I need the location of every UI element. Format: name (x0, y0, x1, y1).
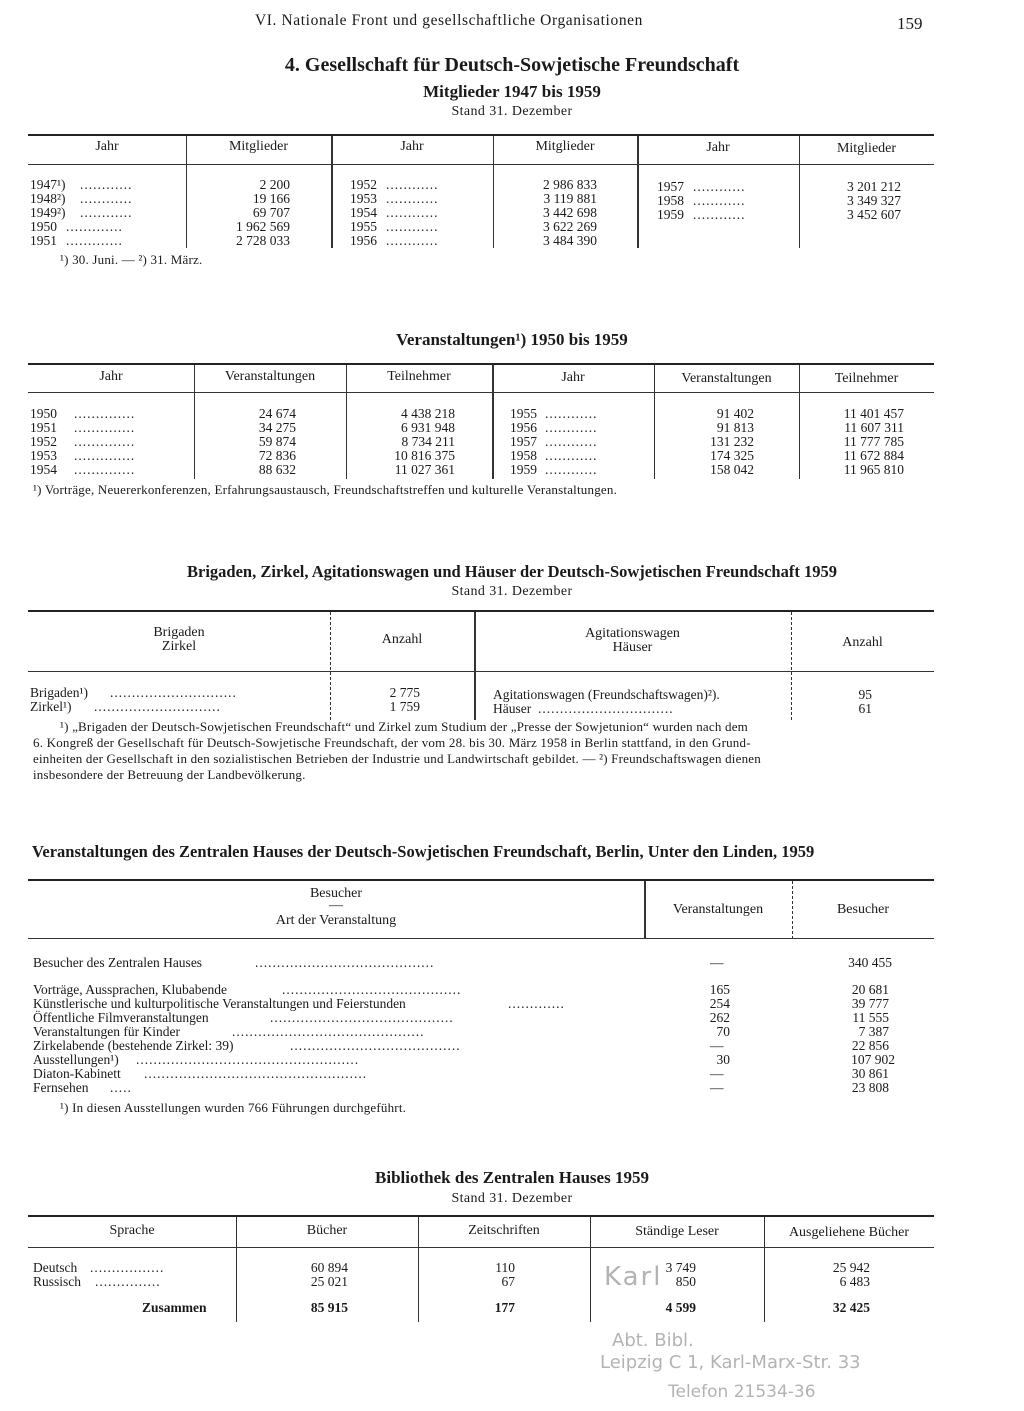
t1-year: 1958 (657, 193, 684, 208)
t2-year: 1956 (510, 420, 537, 435)
t3-brigaden-value: 2 775 (389, 685, 420, 700)
t3-agitationswagen-value: 95 (858, 687, 872, 702)
leader-dots: .......................................... (270, 1010, 454, 1025)
leader-dots: ............ (693, 193, 746, 208)
leader-dots: ............... (95, 1274, 161, 1289)
leader-dots: ............................... (538, 701, 674, 716)
t2-participants: 11 672 884 (843, 448, 904, 463)
t1-value: 3 119 881 (543, 191, 597, 206)
t3-footnote-line: insbesondere der Betreuung der Landbevölkerung. (33, 767, 306, 782)
t5-head-rule (28, 1247, 934, 1248)
t1-year: 1953 (350, 191, 377, 206)
t4-row-visitors: 7 387 (858, 1024, 889, 1039)
t3-vline (330, 612, 331, 720)
t2-events: 59 874 (258, 434, 296, 449)
t4-row-visitors: 39 777 (851, 996, 889, 1011)
t5-head-language: Sprache (109, 1223, 155, 1238)
t4-row-events: — (710, 1066, 724, 1081)
t3-top-rule (28, 610, 934, 612)
t4-row-label: Diaton-Kabinett (33, 1066, 121, 1081)
t3-head-brigaden: Brigaden (153, 625, 205, 640)
leader-dots: ............ (545, 448, 598, 463)
t1-value: 3 622 269 (543, 219, 597, 234)
section-title: VI. Nationale Front und gesellschaftliche Organisationen (255, 12, 643, 29)
t2-events: 72 836 (258, 448, 296, 463)
t3-zirkel-label: Zirkel¹) (30, 699, 72, 714)
t2-events: 158 042 (710, 462, 754, 477)
t4-row-label: Fernsehen (33, 1080, 89, 1095)
leader-dots: ............ (386, 233, 439, 248)
leader-dots: ............. (66, 233, 123, 248)
t2-year: 1951 (30, 420, 57, 435)
leader-dots: .............. (74, 462, 136, 477)
leader-dots: ............................. (110, 685, 237, 700)
t5-title: Bibliothek des Zentralen Hauses 1959 (375, 1168, 649, 1187)
t4-row-visitors: 22 856 (851, 1038, 889, 1053)
t2-participants: 8 734 211 (401, 434, 455, 449)
t3-head-zirkel: Zirkel (161, 639, 197, 654)
t4-row-events: 30 (716, 1052, 730, 1067)
library-stamp-line: Leipzig C 1, Karl-Marx-Str. 33 (600, 1352, 861, 1373)
t3-head-count: Anzahl (842, 635, 883, 650)
t2-col-events: Veranstaltungen (224, 369, 316, 384)
t4-head-events: Veranstaltungen (672, 902, 764, 917)
leader-dots: ............ (80, 191, 133, 206)
t4-head-rule (28, 938, 934, 939)
t4-title: Veranstaltungen des Zentralen Hauses der Deutsch-Sowjetischen Freundschaft, Berlin, Unter den Linden, 1959 (32, 842, 815, 861)
t2-participants: 11 965 810 (843, 462, 904, 477)
t1-year: 1956 (350, 233, 377, 248)
t1-value: 3 349 327 (847, 193, 901, 208)
t1-subtitle: Mitglieder 1947 bis 1959 (423, 82, 601, 101)
t2-col-participants: Teilnehmer (834, 371, 899, 386)
t3-haeuser-value: 61 (858, 701, 872, 716)
t2-year: 1954 (30, 462, 57, 477)
t2-events: 88 632 (258, 462, 296, 477)
page-header (0, 12, 1024, 36)
library-stamp-line: Telefon 21534-36 (668, 1382, 816, 1402)
t4-footnote: ¹) In diesen Ausstellungen wurden 766 Führungen durchgeführt. (60, 1100, 407, 1115)
t1-year: 1957 (657, 179, 684, 194)
t5-head-lent: Ausgeliehene Bücher (788, 1225, 910, 1240)
t1-value: 3 442 698 (543, 205, 597, 220)
t2-events: 24 674 (258, 406, 296, 421)
t2-participants: 11 401 457 (843, 406, 904, 421)
t3-title: Brigaden, Zirkel, Agitationswagen und Häuser der Deutsch-Sowjetischen Freundschaft 1959 (187, 562, 837, 581)
leader-dots: ............ (386, 177, 439, 192)
t1-year: 1959 (657, 207, 684, 222)
t2-year: 1955 (510, 406, 537, 421)
t2-participants: 11 777 785 (843, 434, 904, 449)
t4-head-dash: — (329, 898, 343, 913)
t3-footnote-line: 6. Kongreß der Gesellschaft für Deutsch-Sowjetische Freundschaft, der vom 28. bis 30. März 1958 in Berlin stattfand, in den Grund- (33, 735, 751, 750)
t1-year: 1951 (30, 233, 57, 248)
t1-year: 1949²) (30, 205, 66, 220)
t5-language: Deutsch (33, 1260, 78, 1275)
t5-magazines: 110 (495, 1260, 515, 1275)
t3-head-rule (28, 671, 934, 672)
t4-row-label: Veranstaltungen für Kinder (33, 1024, 180, 1039)
t4-row-visitors: 340 455 (848, 955, 892, 970)
t4-row-label: Künstlerische und kulturpolitische Veranstaltungen und Feierstunden (33, 996, 406, 1011)
t1-col-year: Jahr (95, 139, 119, 154)
t2-participants: 11 027 361 (394, 462, 455, 477)
t5-total-readers: 4 599 (665, 1300, 696, 1315)
t1-footnote: ¹) 30. Juni. — ²) 31. März. (60, 252, 203, 267)
leader-dots: .............. (74, 406, 136, 421)
t1-value: 69 707 (252, 205, 290, 220)
t2-year: 1952 (30, 434, 57, 449)
t2-events: 91 402 (716, 406, 754, 421)
t2-year: 1957 (510, 434, 537, 449)
t5-head-magazines: Zeitschriften (468, 1223, 540, 1238)
t2-events: 91 813 (716, 420, 754, 435)
t5-head-readers: Ständige Leser (635, 1224, 719, 1239)
leader-dots: ..... (110, 1080, 132, 1095)
t1-stand: Stand 31. Dezember (451, 104, 573, 119)
leader-dots: ............ (545, 434, 598, 449)
t1-value: 2 728 033 (236, 233, 290, 248)
t2-footnote: ¹) Vorträge, Neuererkonferenzen, Erfahrungsaustausch, Freundschaftstreffen und kulturelle Veranstaltungen. (33, 482, 618, 497)
leader-dots: ................................................... (136, 1052, 360, 1067)
t5-books: 25 021 (310, 1274, 348, 1289)
leader-dots: ............ (80, 177, 133, 192)
leader-dots: .............. (74, 420, 136, 435)
t5-readers: 850 (675, 1274, 696, 1289)
leader-dots: ............ (693, 207, 746, 222)
t2-col-year: Jahr (561, 370, 585, 385)
leader-dots: ............. (66, 219, 123, 234)
t2-participants: 6 931 948 (401, 420, 455, 435)
t5-total-books: 85 915 (310, 1300, 348, 1315)
t5-total-label: Zusammen (142, 1300, 207, 1315)
t5-top-rule (28, 1215, 934, 1217)
t2-events: 34 275 (258, 420, 296, 435)
t4-head-kind: Art der Veranstaltung (275, 913, 397, 928)
t1-value: 3 484 390 (543, 233, 597, 248)
t2-col-events: Veranstaltungen (681, 371, 772, 386)
t1-col-members: Mitglieder (836, 141, 897, 156)
t4-row-events: — (710, 1080, 724, 1095)
t2-participants: 11 607 311 (844, 420, 904, 435)
t1-value: 2 200 (259, 177, 290, 192)
t3-head-agitationswagen: Agitationswagen (585, 626, 680, 641)
t3-zirkel-value: 1 759 (389, 699, 420, 714)
t1-title: 4. Gesellschaft für Deutsch-Sowjetische Freundschaft (284, 54, 740, 76)
leader-dots: ................. (90, 1260, 165, 1275)
t4-row-events: 165 (709, 982, 730, 997)
leader-dots: ............................. (94, 699, 221, 714)
t5-total-magazines: 177 (494, 1300, 515, 1315)
t5-lent: 25 942 (832, 1260, 870, 1275)
leader-dots: ............ (80, 205, 133, 220)
t5-language: Russisch (33, 1274, 82, 1289)
leader-dots: ............. (508, 996, 565, 1011)
t2-participants: 10 816 375 (394, 448, 455, 463)
t2-col-year: Jahr (99, 369, 123, 384)
t5-magazines: 67 (501, 1274, 515, 1289)
leader-dots: ............ (545, 420, 598, 435)
leader-dots: ............ (386, 219, 439, 234)
page-number: 159 (897, 14, 923, 33)
t5-total-lent: 32 425 (832, 1300, 870, 1315)
leader-dots: ............ (693, 179, 746, 194)
t2-title: Veranstaltungen¹) 1950 bis 1959 (396, 330, 628, 349)
t1-year: 1948²) (30, 191, 66, 206)
t4-row-visitors: 11 555 (852, 1010, 889, 1025)
leader-dots: ......................................... (255, 955, 435, 970)
t4-row-visitors: 30 861 (851, 1066, 889, 1081)
t4-row-events: 70 (716, 1024, 730, 1039)
t3-brigaden-label: Brigaden¹) (30, 685, 89, 700)
t4-row-events: — (710, 955, 724, 970)
t1-col-members: Mitglieder (228, 139, 289, 154)
t4-row-events: 254 (709, 996, 730, 1011)
t4-row-label: Öffentliche Filmveranstaltungen (33, 1010, 209, 1025)
t3-vline (791, 612, 792, 720)
t4-row-label: Vorträge, Aussprachen, Klubabende (33, 982, 227, 997)
t1-col-year: Jahr (706, 140, 730, 155)
t1-value: 2 986 833 (543, 177, 597, 192)
leader-dots: ................................................... (144, 1066, 368, 1081)
t1-year: 1947¹) (30, 177, 66, 192)
t3-head-count: Anzahl (381, 632, 423, 647)
t2-year: 1958 (510, 448, 537, 463)
t3-stand: Stand 31. Dezember (451, 584, 573, 599)
t2-year: 1950 (30, 406, 57, 421)
t5-head-books: Bücher (306, 1223, 348, 1238)
t4-row-events: 262 (709, 1010, 730, 1025)
t3-haeuser-label: Häuser (493, 701, 532, 716)
t1-year: 1954 (350, 205, 377, 220)
leader-dots: .............. (74, 434, 136, 449)
t2-participants: 4 438 218 (401, 406, 455, 421)
t3-footnote-line: ¹) „Brigaden der Deutsch-Sowjetischen Freundschaft“ und Zirkel zum Studium der „Presse der Sowjetunion“ wurden nach dem (60, 719, 748, 734)
leader-dots: ............ (545, 462, 598, 477)
t1-year: 1952 (350, 177, 377, 192)
leader-dots: ............ (545, 406, 598, 421)
t2-col-participants: Teilnehmer (387, 369, 451, 384)
t1-value: 3 452 607 (847, 207, 901, 222)
t5-stand: Stand 31. Dezember (451, 1191, 573, 1206)
t1-col-year: Jahr (400, 139, 424, 154)
t2-year: 1959 (510, 462, 537, 477)
t2-events: 174 325 (710, 448, 754, 463)
t1-year: 1950 (30, 219, 57, 234)
t4-row-visitors: 23 808 (851, 1080, 889, 1095)
t1-value: 1 962 569 (236, 219, 290, 234)
leader-dots: ......................................... (282, 982, 462, 997)
t3-agitationswagen-label: Agitationswagen (Freundschaftswagen)²). (493, 687, 720, 702)
t5-lent: 6 483 (839, 1274, 870, 1289)
library-stamp-line: Abt. Bibl. (612, 1330, 694, 1351)
t4-row-label: Ausstellungen¹) (33, 1052, 119, 1067)
t4-head-visitors2: Besucher (836, 902, 890, 917)
t1-value: 19 166 (252, 191, 290, 206)
t5-books: 60 894 (310, 1260, 348, 1275)
t4-top-rule (28, 879, 934, 881)
t2-events: 131 232 (710, 434, 754, 449)
leader-dots: ............ (386, 205, 439, 220)
t2-year: 1953 (30, 448, 57, 463)
t1-col-members: Mitglieder (535, 139, 595, 154)
t4-row-label: Zirkelabende (bestehende Zirkel: 39) (33, 1038, 234, 1053)
t1-value: 3 201 212 (847, 179, 901, 194)
t4-head-visitors: Besucher (309, 886, 363, 901)
t4-row-visitors: 107 902 (851, 1052, 895, 1067)
t3-footnote-line: einheiten der Gesellschaft in den sozialistischen Betrieben der Industrie und Landwirtschaft gebildet. — ²) Freundschaftswagen dienen (33, 751, 761, 766)
leader-dots: ....................................... (290, 1038, 461, 1053)
leader-dots: ............................................ (232, 1024, 425, 1039)
library-stamp-line: Karl (604, 1262, 663, 1292)
t1-year: 1955 (350, 219, 377, 234)
t4-row-events: — (710, 1038, 724, 1053)
leader-dots: ............ (386, 191, 439, 206)
t5-readers: 3 749 (665, 1260, 696, 1275)
t4-row-visitors: 20 681 (851, 982, 889, 997)
leader-dots: .............. (74, 448, 136, 463)
t3-head-haeuser: Häuser (612, 640, 653, 655)
t4-row-label: Besucher des Zentralen Hauses (33, 955, 203, 970)
